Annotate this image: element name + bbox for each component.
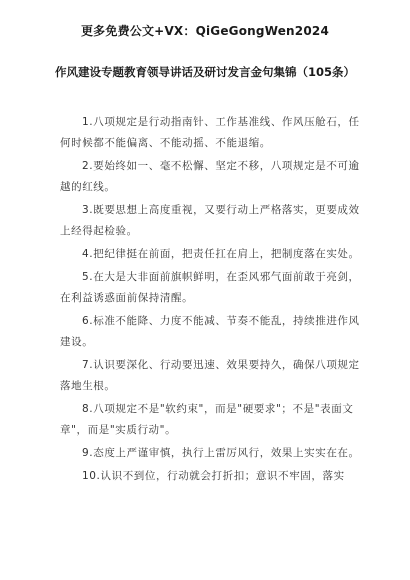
list-item: 6.标准不能降、力度不能减、节奏不能乱，持续推进作风建设。 — [60, 315, 360, 348]
list-item: 5.在大是大非面前旗帜鲜明，在歪风邪气面前敢于亮剑，在利益诱惑面前保持清醒。 — [60, 271, 360, 304]
list-item: 2.要始终如一、毫不松懈、坚定不移，八项规定是不可逾越的红线。 — [60, 160, 360, 193]
list-item: 8.八项规定不是"软约束"，而是"硬要求"；不是"表面文章"，而是"实质行动"。 — [60, 403, 354, 436]
document-title: 作风建设专题教育领导讲话及研讨发言金句集锦（105条） — [54, 65, 355, 79]
list-item: 7.认识要深化、行动要迅速、效果要持久，确保八项规定落地生根。 — [60, 359, 360, 392]
list-item: 9.态度上严谨审慎，执行上雷厉风行，效果上实实在在。 — [82, 447, 360, 459]
list-item: 3.既要思想上高度重视，又要行动上严格落实，更要成效上经得起检验。 — [60, 204, 360, 237]
quote-list — [60, 112, 360, 510]
list-item: 1.八项规定是行动指南针、工作基准线、作风压舱石，任何时候都不能偏离、不能动摇、不能退缩。 — [60, 116, 360, 149]
promo-header: 更多免费公文+VX：QiGeGongWen2024 — [80, 24, 329, 38]
list-item: 10.认识不到位，行动就会打折扣；意识不牢固，落实 — [82, 470, 345, 482]
list-item: 4.把纪律挺在前面，把责任扛在肩上，把制度落在实处。 — [82, 248, 360, 260]
